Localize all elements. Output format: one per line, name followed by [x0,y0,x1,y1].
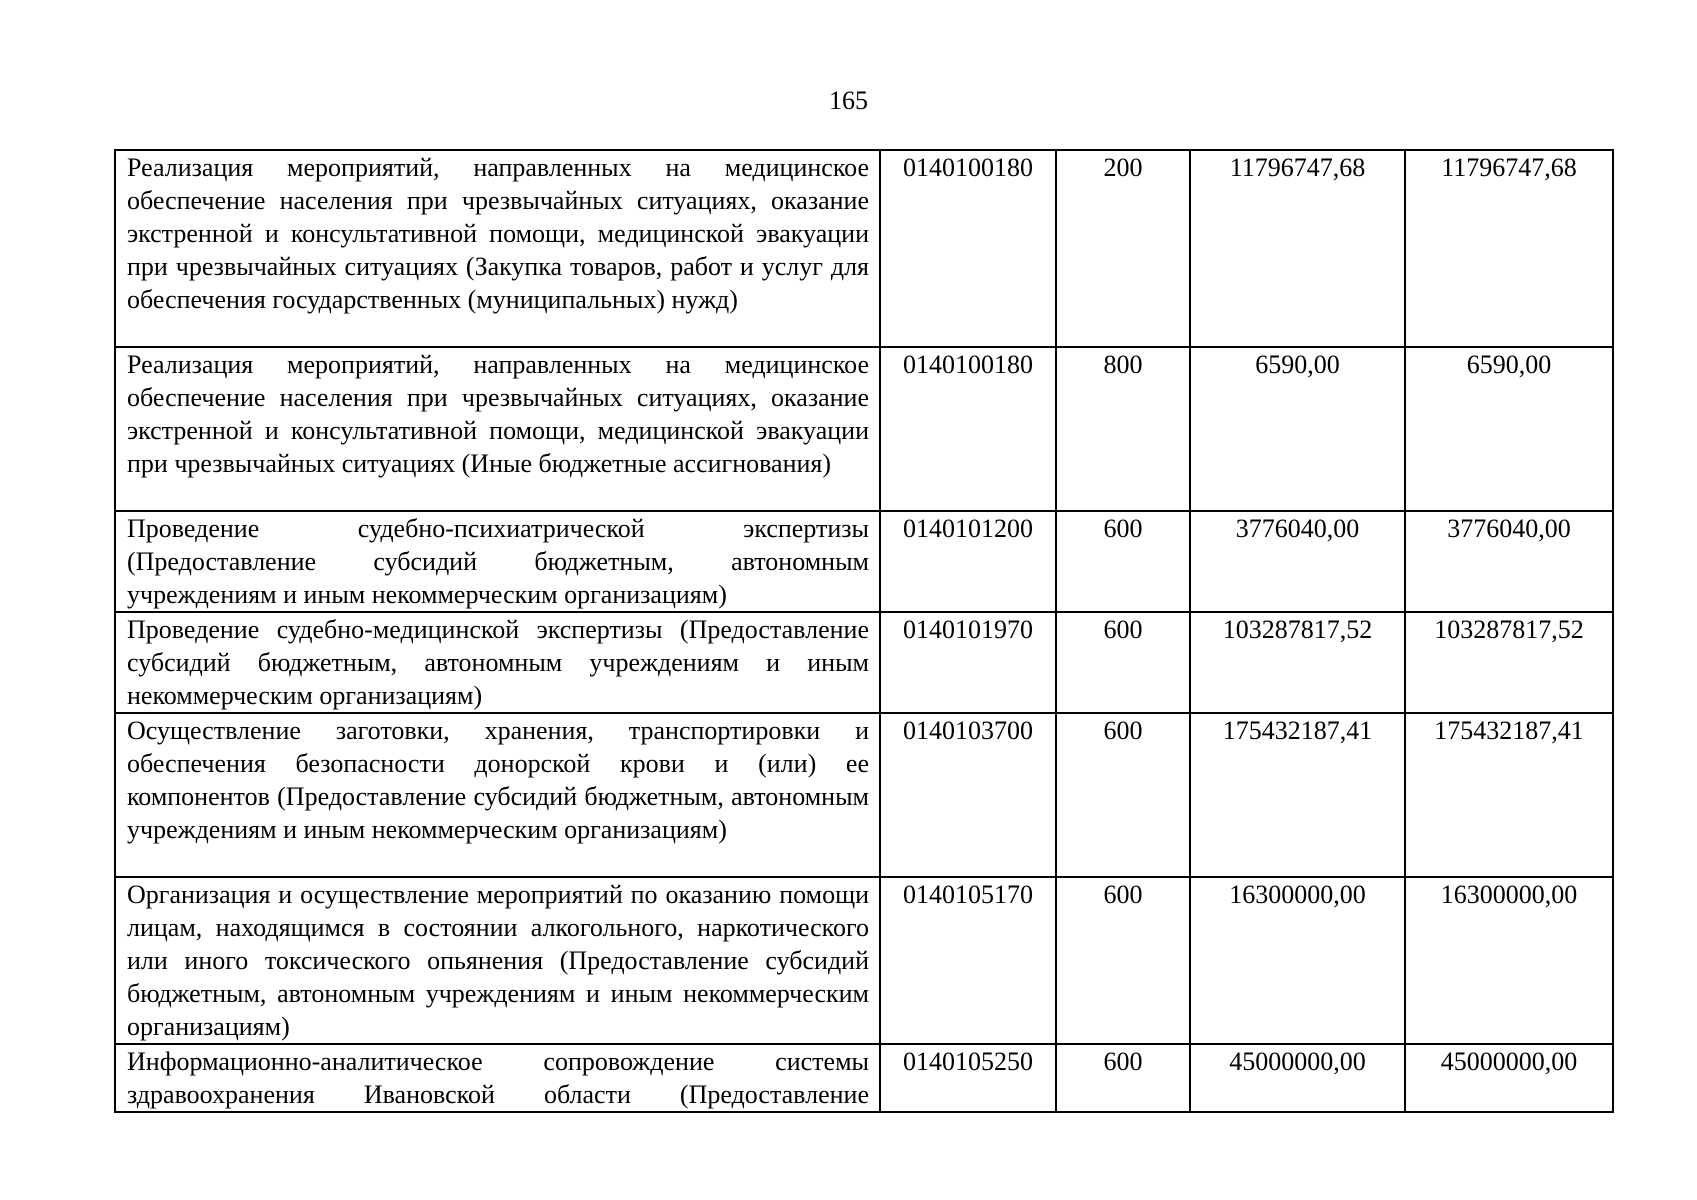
table-row [115,150,1613,347]
expense-name-cell [115,150,880,347]
expense-name-cell [115,511,880,612]
expense-name-cell [115,877,880,1044]
target-article-code: 0140100180 [880,150,1056,347]
expense-name-cell [115,612,880,713]
amount-year-2: 16300000,00 [1405,877,1613,1044]
target-article-code: 0140100180 [880,347,1056,511]
table-row [115,713,1613,877]
expense-name: Проведение судебно-психиатрической экспертизы (Предоставление субсидий бюджетным, автономным учреждениям и иным некоммерческим организациям) [127,514,869,609]
table-row [115,347,1613,511]
expense-type-code: 800 [1056,347,1190,511]
amount-year-1: 3776040,00 [1190,511,1405,612]
target-article-code: 0140105170 [880,877,1056,1044]
budget-table [114,149,1614,1113]
expense-name: Организация и осуществление мероприятий по оказанию помощи лицам, находящимся в состоянии алкогольного, наркотического или иного токсического опьянения (Предоставление субсидий бюджетным, автономным учреждениям и иным некоммерческим организациям) [127,880,869,1041]
expense-type-code: 600 [1056,511,1190,612]
amount-year-2: 6590,00 [1405,347,1613,511]
amount-year-2: 175432187,41 [1405,713,1613,877]
expense-name-cell [115,347,880,511]
amount-year-2: 3776040,00 [1405,511,1613,612]
target-article-code: 0140103700 [880,713,1056,877]
target-article-code: 0140105250 [880,1044,1056,1112]
expense-name: Информационно-аналитическое сопровождение системы здравоохранения Ивановской области (Предоставление [127,1047,869,1109]
expense-type-code: 600 [1056,877,1190,1044]
amount-year-2: 103287817,52 [1405,612,1613,713]
target-article-code: 0140101200 [880,511,1056,612]
expense-name: Проведение судебно-медицинской экспертизы (Предоставление субсидий бюджетным, автономным учреждениям и иным некоммерческим организациям) [127,615,869,710]
amount-year-1: 175432187,41 [1190,713,1405,877]
page-number: 165 [829,86,868,115]
amount-year-1: 45000000,00 [1190,1044,1405,1112]
amount-year-1: 103287817,52 [1190,612,1405,713]
table-row [115,511,1613,612]
amount-year-1: 16300000,00 [1190,877,1405,1044]
amount-year-1: 11796747,68 [1190,150,1405,347]
amount-year-1: 6590,00 [1190,347,1405,511]
table-row [115,877,1613,1044]
expense-type-code: 200 [1056,150,1190,347]
expense-type-code: 600 [1056,1044,1190,1112]
expense-name-cell [115,1044,880,1112]
expense-name: Осуществление заготовки, хранения, транспортировки и обеспечения безопасности донорской крови и (или) ее компонентов (Предоставление субсидий бюджетным, автономным учреждениям и иным некоммерческим организациям) [127,716,869,844]
expense-name: Реализация мероприятий, направленных на медицинское обеспечение населения при чрезвычайных ситуациях, оказание экстренной и консультативной помощи, медицинской эвакуации при чрезвычайных ситуациях (Иные бюджетные ассигнования) [127,350,869,478]
expense-name: Реализация мероприятий, направленных на медицинское обеспечение населения при чрезвычайных ситуациях, оказание экстренной и консультативной помощи, медицинской эвакуации при чрезвычайных ситуациях (Закупка товаров, работ и услуг для обеспечения государственных (муниципальных) нужд) [127,153,869,314]
expense-name-cell [115,713,880,877]
table-row [115,1044,1613,1112]
target-article-code: 0140101970 [880,612,1056,713]
table-row [115,612,1613,713]
expense-type-code: 600 [1056,713,1190,877]
amount-year-2: 11796747,68 [1405,150,1613,347]
expense-type-code: 600 [1056,612,1190,713]
amount-year-2: 45000000,00 [1405,1044,1613,1112]
